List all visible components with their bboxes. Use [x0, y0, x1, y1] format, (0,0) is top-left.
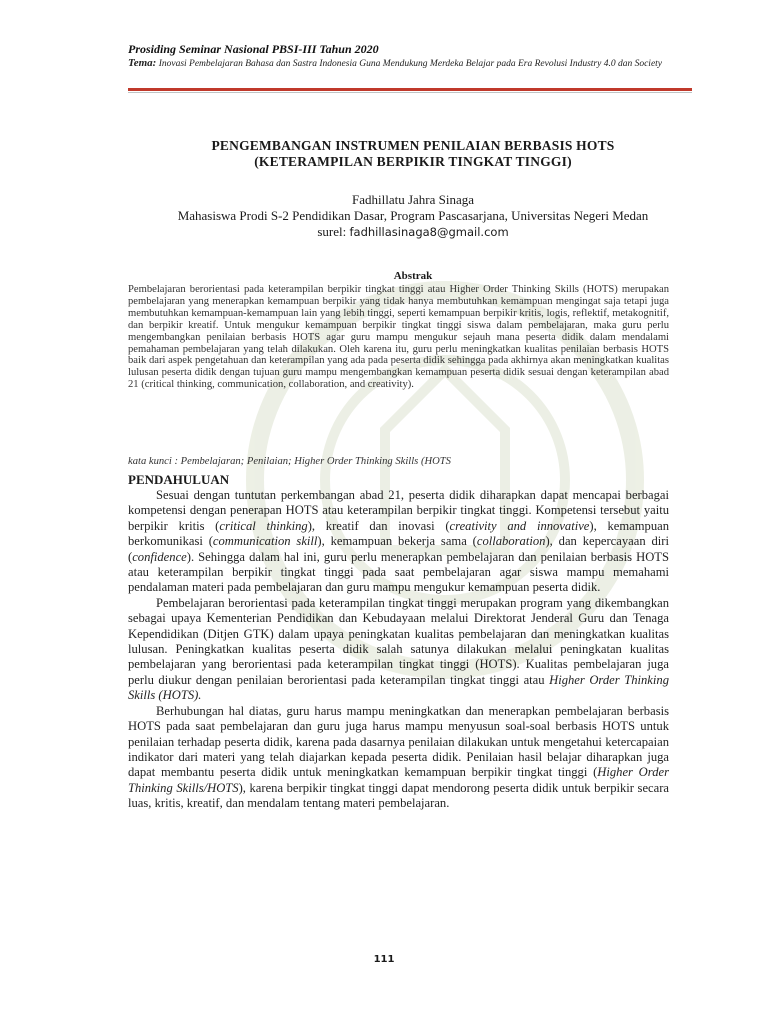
proceeding-title: Prosiding Seminar Nasional PBSI-III Tahun 2020: [128, 42, 379, 56]
abstract-text: Pembelajaran berorientasi pada keterampilan berpikir tingkat tinggi atau Higher Order Thinking Skills (HOTS) merupakan pembelajaran yang menerapkan kemampuan berpikir yang tidak hanya membutuhkan kemampuan mengingat saja tetapi juga membutuhkan kemampuan-kemampuan lain yang lebih tinggi, seperti kemampuan berpikir kritis, logis, reflektif, metakognitif, dan berpikir kreatif. Untuk mengukur kemampuan berpikir tingkat tinggi siswa dalam pembelajaran, maka guru perlu mengembangkan penilaian berbasis HOTS agar guru mampu mengukur sejauh mana peserta didik dalam mendalami pemahaman pembelajaran yang telah dilakukan. Oleh karena itu, guru perlu meningkatkan kualitas penilaian berbasis HOTS baik dari aspek pengetahuan dan keterampilan yang ada pada peserta didik sehingga pada akhirnya akan meningkatkan kualitas lulusan peserta didik dengan tujuan guru mampu mengembangkan kemampuan peserta didik sesuai dengan keterampilan abad 21 (critical thinking, communication, collaboration, and creativity).: [128, 284, 669, 391]
proceeding-theme: Tema: Inovasi Pembelajaran Bahasa dan Sastra Indonesia Guna Mendukung Merdeka Belajar pada Era Revolusi Industry 4.0 dan Society: [128, 57, 663, 69]
author-email-line: surel: fadhillasinaga8@gmail.com: [317, 224, 509, 239]
author-name: Fadhillatu Jahra Sinaga: [351, 192, 475, 207]
paragraph-1: Sesuai dengan tuntutan perkembangan abad 21, peserta didik diharapkan dapat mencapai berbagai kompetensi dengan penerapan HOTS atau keterampilan berpikir tingkat tinggi. Kompetensi tersebut yaitu berpikir kritis (critical thinking), kreatif dan inovasi (creativity and innovative), kemampuan berkomunikasi (communication skill), kemampuan bekerja sama (collaboration), dan kepercayaan diri (confidence). Sehingga dalam hal ini, guru perlu menerapkan pembelajaran dan penilaian berbasis HOTS atau keterampilan berpikir tingkat tinggi pada saat pembelajaran agar siswa mampu memahami pendalaman materi pada pembelajaran dan guru mampu mengukur kemampuan peserta didik.: [128, 488, 670, 595]
paragraph-3: Berhubungan hal diatas, guru harus mampu meningkatkan dan menerapkan pembelajaran berbasis HOTS pada saat pembelajaran dan guru juga harus mampu menyusun soal-soal berbasis HOTS untuk penilaian terhadap peserta didik, karena pada dasarnya penilaian dilakukan untuk mengetahui ketercapaian indikator dari materi yang telah diajarkan kepada peserta didik. Penilaian hasil belajar diharapkan juga dapat membantu peserta didik untuk meningkatkan kemampuan berpikir tingkat tinggi (Higher Order Thinking Skills/HOTS), karena berpikir tingkat tinggi dapat mendorong peserta didik untuk berpikir secara luas, kritis, kreatif, dan mendalam tentang materi pembelajaran.: [128, 703, 669, 811]
author-email: fadhillasinaga8@gmail.com: [349, 225, 509, 239]
paper-title: PENGEMBANGAN INSTRUMEN PENILAIAN BERBASIS HOTS (KETERAMPILAN BERPIKIR TINGKAT TINGGI): [211, 138, 615, 169]
section-heading: PENDAHULUAN: [128, 472, 230, 487]
author-block: [128, 192, 698, 240]
paragraph-2: Pembelajaran berorientasi pada keterampilan tingkat tinggi merupakan program yang dikembangkan sebagai upaya Kementerian Pendidikan dan Kebudayaan melalui Direktorat Jenderal Guru dan Tenaga Kependidikan (Ditjen GTK) dalam upaya peningkatan kualitas pembelajaran dan meningkatkan kualitas lulusan. Peningkatkan kualitas peserta didik salah satunya dilakukan melalui peningkatan kualitas pembelajaran yang berorientasi pada keterampilan tingkat tinggi (HOTS). Kualitas pembelajaran juga perlu diukur dengan penilaian berorientasi pada keterampilan tingkat tinggi atau Higher Order Thinking Skills (HOTS).: [128, 595, 669, 703]
keywords: kata kunci : Pembelajaran; Penilaian; Higher Order Thinking Skills (HOTS: [128, 456, 451, 467]
author-affiliation: Mahasiswa Prodi S-2 Pendidikan Dasar, Program Pascasarjana, Universitas Negeri Medan: [177, 208, 649, 223]
header-rule: [128, 88, 692, 91]
page-number: 111: [373, 954, 395, 965]
proceeding-header: [128, 42, 698, 70]
section-body: [128, 488, 669, 812]
abstract-heading: Abstrak: [393, 270, 433, 282]
header-rule-shadow: [128, 92, 692, 93]
